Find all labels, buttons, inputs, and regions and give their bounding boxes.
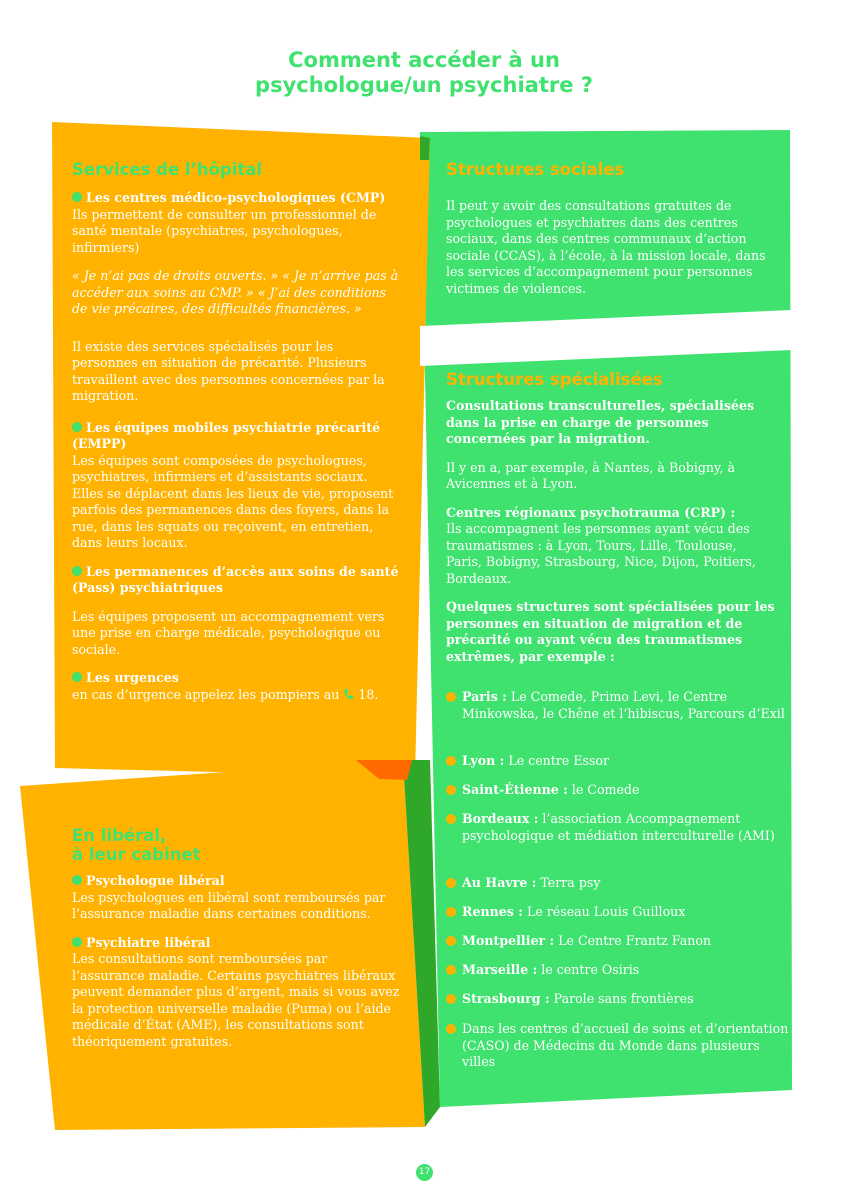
city-name: Saint-Étienne :: [462, 782, 568, 797]
cmp-title: Les centres médico-psychologiques (CMP): [86, 190, 386, 205]
urgences-text: en cas d’urgence appelez les pompiers au: [72, 686, 340, 702]
bullet-dot-icon: [446, 756, 456, 766]
hopital-section: [72, 160, 402, 703]
city-place: Dans les centres d’accueil de soins et d’orientation (CASO) de Médecins du Monde dans plusieurs villes: [462, 1021, 789, 1069]
pass-item: [72, 564, 402, 597]
pass-title: Les permanences d’accès aux soins de santé (Pass) psychiatriques: [72, 563, 399, 595]
phone-icon: [343, 688, 354, 700]
cmp-quote: « Je n’ai pas de droits ouverts. » « Je n’arrive pas à accéder aux soins au CMP. » « J’ai des conditions de vie précaires, des difficultés financières. »: [72, 268, 399, 316]
pass-text: Les équipes proposent un accompagnement vers une prise en charge médicale, psychologique ou sociale.: [72, 608, 385, 657]
city-place: Le Comede, Primo Levi, le Centre Minkowska, le Chêne et l’hibiscus, Parcours d’Exil: [462, 689, 785, 721]
bullet-dot-icon: [72, 566, 82, 576]
list-item: [446, 782, 792, 799]
psychiatre-title: Psychiatre libéral: [86, 934, 211, 950]
city-place: Parole sans frontières: [553, 991, 694, 1006]
sociales-text: Il peut y avoir des consultations gratuites de psychologues et psychiatres dans des centres sociaux, dans des centres communaux d’action sociale (CCAS), à l’école, à la mission locale, dans les services d’accompagnement pour personnes victimes de violences.: [446, 198, 766, 296]
city-name: Lyon :: [462, 753, 505, 768]
precarite-text: Il existe des services spécialisés pour les personnes en situation de précarité. Plusieurs travaillent avec des personnes concernées par la migration.: [72, 338, 385, 403]
urgences-number: 18.: [358, 686, 379, 702]
list-item: [446, 991, 792, 1008]
list-item: [446, 875, 792, 892]
list-item: [446, 904, 792, 921]
list-item: [446, 962, 792, 979]
city-name: Marseille :: [462, 962, 538, 977]
city-place: l’association Accompagnement psychologique et médiation interculturelle (AMI): [462, 811, 775, 843]
transcult-title: Consultations transculturelles, spécialisées dans la prise en charge de personnes concernées par la migration.: [446, 398, 755, 446]
page-number: 17: [416, 1164, 433, 1181]
bullet-dot-icon: [446, 994, 456, 1004]
title-line-1: Comment accéder à un: [288, 48, 560, 72]
city-name: Montpellier :: [462, 933, 555, 948]
liberal-section: [72, 826, 402, 1050]
city-place: Le Centre Frantz Fanon: [558, 933, 712, 948]
list-item: [446, 933, 792, 950]
city-place: le Comede: [571, 782, 640, 797]
crp-text: Ils accompagnent les personnes ayant vécu des traumatismes : à Lyon, Tours, Lille, Toulouse, Paris, Bobigny, Strasbourg, Nice, Dijon, Poitiers, Bordeaux.: [446, 521, 756, 586]
title-line-2: psychologue/un psychiatre ?: [255, 73, 593, 97]
list-item: [446, 689, 792, 722]
city-place: le centre Osiris: [541, 962, 640, 977]
transcult-text: Il y en a, par exemple, à Nantes, à Bobigny, à Avicennes et à Lyon.: [446, 459, 735, 491]
sociales-section: [446, 160, 776, 297]
urgences-title: Les urgences: [86, 670, 179, 685]
psychologue-text: Les psychologues en libéral sont remboursés par l’assurance maladie dans certaines conditions.: [72, 889, 386, 921]
cmp-item: [72, 190, 402, 207]
bullet-dot-icon: [446, 692, 456, 702]
bullet-dot-icon: [446, 907, 456, 917]
bullet-dot-icon: [446, 814, 456, 824]
liberal-heading-2: à leur cabinet: [72, 845, 201, 864]
list-item: [446, 1021, 792, 1071]
city-name: Strasbourg :: [462, 991, 550, 1006]
bullet-dot-icon: [72, 937, 82, 947]
bullet-dot-icon: [446, 785, 456, 795]
specialisees-section: [446, 370, 776, 665]
hopital-heading: Services de l’hôpital: [72, 160, 263, 179]
city-name: Bordeaux :: [462, 811, 539, 826]
city-place: Le centre Essor: [508, 753, 610, 768]
page-title: [0, 48, 848, 98]
bullet-dot-icon: [72, 875, 82, 885]
psychiatre-item: [72, 935, 402, 952]
empp-item: [72, 420, 402, 453]
quelques-title: Quelques structures sont spécialisées pour les personnes en situation de migration et de précarité ou ayant vécu des traumatismes extrêmes, par exemple :: [446, 599, 775, 664]
list-item: [446, 811, 792, 844]
urgences-line: [72, 687, 402, 704]
city-place: Terra psy: [540, 875, 601, 890]
liberal-heading-1: En libéral,: [72, 826, 167, 845]
bullet-dot-icon: [446, 1024, 456, 1034]
bullet-dot-icon: [446, 878, 456, 888]
psychiatre-text: Les consultations sont remboursées par l’assurance maladie. Certains psychiatres libéraux peuvent demander plus d’argent, mais si vous avez la protection universelle maladie (Puma) ou l’aide médicale d’État (AME), les consultations sont théoriquement gratuites.: [72, 951, 400, 1049]
bullet-dot-icon: [72, 672, 82, 682]
overlap-top: [420, 136, 430, 160]
empp-title: Les équipes mobiles psychiatrie précarité (EMPP): [72, 419, 381, 451]
psychologue-item: [72, 873, 402, 890]
bullet-dot-icon: [72, 422, 82, 432]
city-name: Paris :: [462, 689, 507, 704]
sociales-heading: Structures sociales: [446, 160, 625, 179]
bullet-dot-icon: [72, 192, 82, 202]
city-name: Au Havre :: [462, 875, 537, 890]
city-place: Le réseau Louis Guilloux: [526, 904, 686, 919]
bullet-dot-icon: [446, 936, 456, 946]
list-item: [446, 753, 792, 770]
empp-text: Les équipes sont composées de psychologues, psychiatres, infirmiers et d’assistants sociaux. Elles se déplacent dans les lieux de vie, proposent parfois des permanences dans des foyers, dans la rue, dans les squats ou reçoivent, en entretien, dans leurs locaux.: [72, 452, 394, 550]
specialisees-heading: Structures spécialisées: [446, 370, 663, 389]
urgences-item: [72, 670, 402, 687]
bullet-dot-icon: [446, 965, 456, 975]
psychologue-title: Psychologue libéral: [86, 873, 225, 888]
crp-title: Centres régionaux psychotrauma (CRP) :: [446, 504, 736, 520]
cmp-text: Ils permettent de consulter un professionnel de santé mentale (psychiatres, psychologues, infirmiers): [72, 206, 377, 255]
city-name: Rennes :: [462, 904, 523, 919]
crp-item: [446, 505, 776, 522]
